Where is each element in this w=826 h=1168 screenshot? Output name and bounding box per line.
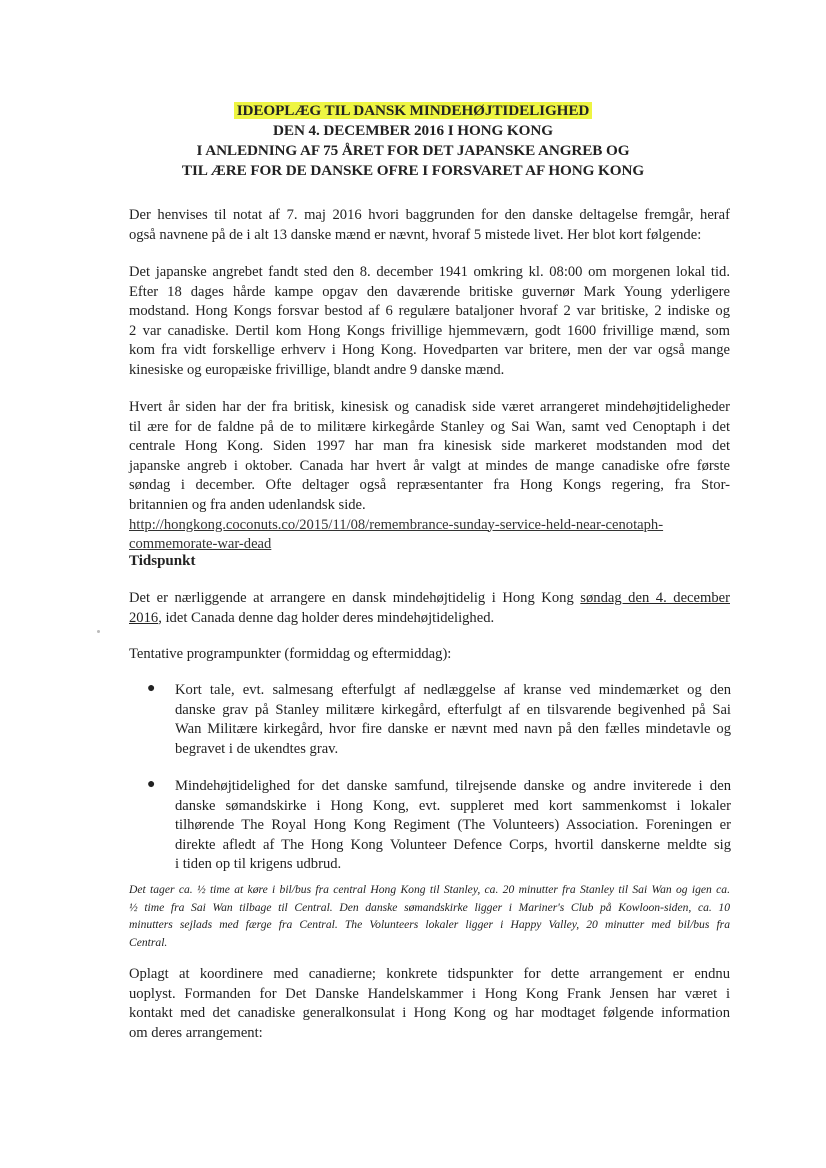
tentative-line: [129, 645, 730, 665]
text-line: danske grav på Stanley militære kirkegård, efterfulgt af en tilsvarende begivenhed på Sai: [175, 701, 731, 718]
text-line: Der henvises til notat af 7. maj 2016 hvori baggrunden for den danske deltagelse fremgår, heraf: [129, 207, 730, 223]
text-line: tilhørende The Royal Hong Kong Regiment (The Volunteers) Association. Foreningen er: [175, 817, 731, 834]
document-title: [100, 101, 726, 181]
title-line-4: TIL ÆRE FOR DE DANSKE OFRE I FORSVARET AF HONG KONG: [181, 162, 645, 179]
margin-mark: [97, 630, 100, 633]
title-line-2: DEN 4. DECEMBER 2016 I HONG KONG: [273, 122, 553, 139]
note-line: Det tager ca. ½ time at køre i bil/bus fra central Hong Kong til Stanley, ca. 20 minutter fra Stanley til Sai Wan og igen ca.: [129, 883, 730, 896]
travel-note: [129, 881, 730, 951]
title-line-3: I ANLEDNING AF 75 ÅRET FOR DET JAPANSKE ANGREB OG: [196, 142, 630, 159]
text-line: direkte afledt af The Hong Kong Volunteer Defence Corps, hvortil danskerne meldte sig: [175, 836, 731, 853]
title-highlight: IDEOPLÆG TIL DANSK MINDEHØJTIDELIGHED: [234, 102, 593, 119]
text-line: Efter 18 dages hårde kampe opgav den daværende britiske guvernør Mark Young yderligere: [129, 283, 730, 300]
text-line: kinesiske og europæiske frivillige, blandt andre 9 danske mænd.: [129, 361, 505, 378]
text-line: søndag i december. Ofte deltager også repræsentanter fra Hong Kongs regering, fra Stor-: [129, 477, 730, 494]
history-paragraph: [129, 263, 730, 381]
text-line: om deres arrangement:: [129, 1024, 263, 1041]
text-line: uoplyst. Formanden for Det Danske Handelskammer i Hong Kong Frank Jensen har været i: [129, 985, 730, 1002]
text-line: britannien og fra anden udenlandsk side.: [129, 496, 366, 513]
intro-paragraph: [129, 206, 730, 245]
title-line-1: [100, 101, 726, 121]
text-line: begravet i de ukendtes grav.: [175, 740, 339, 757]
link-line-1[interactable]: http://hongkong.coconuts.co/2015/11/08/remembrance-sunday-service-held-near-cenotaph-: [129, 516, 664, 533]
reference-link-cont[interactable]: [129, 535, 730, 555]
bullet-text: [175, 777, 731, 875]
link-line-2[interactable]: commemorate-war-dead: [129, 536, 272, 553]
year-underlined: 2016: [129, 609, 159, 626]
timing-text: Det er nærliggende at arrangere en dansk mindehøjtidelig i Hong Kong: [129, 590, 581, 606]
note-line: minutters sejlads med færge fra Central. The Volunteers lokaler ligger i Happy Valley, 20 minutter med bil/bus fra: [129, 918, 730, 931]
text-line: danske sømandskirke i Hong Kong, evt. suppleret med kort sammenkomst i lokaler: [175, 797, 731, 814]
text-line: Kort tale, evt. salmesang efterfulgt af nedlæggelse af kranse ved mindemærket og den: [175, 682, 731, 698]
closing-paragraph: [129, 965, 730, 1043]
date-underlined: søndag den 4. december: [580, 590, 730, 606]
text-line: Oplagt at koordinere med canadierne; konkrete tidspunkter for dette arrangement er endnu: [129, 966, 730, 982]
text-line: japanske angreb i oktober. Canada har hvert år valgt at mindes de mange canadiske ofre første: [129, 457, 730, 474]
timing-paragraph: [129, 589, 730, 628]
note-line: ½ time fra Sai Wan tilbage til Central. Den danske sømandskirke ligger i Mariner's Club på Kowloon-siden, ca. 10: [129, 900, 730, 914]
text-line: 2 var canadiske. Dertil kom Hong Kongs frivillige hjemmeværn, godt 1600 frivillige mænd, som: [129, 322, 730, 339]
annual-paragraph: [129, 398, 730, 555]
text-line: Det japanske angrebet fandt sted den 8. december 1941 omkring kl. 08:00 om morgenen lokal tid.: [129, 264, 730, 280]
reference-link[interactable]: [129, 516, 730, 536]
text-line: Mindehøjtidelighed for det danske samfund, tilrejsende danske og andre inviterede i den: [175, 778, 731, 794]
text-line: Wan Militære kirkegård, hvor fire danske er nævnt med navn på den fælles mindetavle og: [175, 721, 731, 738]
bullet-icon: ●: [147, 777, 156, 792]
text-line: [129, 609, 730, 629]
bullet-text: [175, 681, 731, 759]
text-line: Tentative programpunkter (formiddag og eftermiddag):: [129, 646, 452, 662]
note-line: Central.: [129, 935, 168, 949]
text-line: centrale Hong Kong. Siden 1997 har man fra kinesisk side markeret modstanden mod det: [129, 438, 730, 455]
text-line: modstand. Hong Kongs forsvar bestod af 6 regulære bataljoner hvoraf 2 var britiske, 2 indiske og: [129, 303, 730, 320]
text-line: kontakt med det canadiske generalkonsulat i Hong Kong og har modtaget følgende information: [129, 1005, 730, 1022]
text-line: også navnene på de i alt 13 danske mænd er nævnt, hvoraf 5 mistede livet. Her blot kort følgende:: [129, 226, 702, 243]
section-heading-tidspunkt: Tidspunkt: [129, 553, 196, 569]
text-line: i tiden op til krigens udbrud.: [175, 856, 342, 873]
text-line: kom fra vidt forskellige erhverv i Hong Kong. Hovedparten var britere, men der var også mange: [129, 342, 730, 359]
bullet-icon: ●: [147, 681, 156, 696]
text-line: [129, 589, 730, 609]
text-line: Hvert år siden har der fra britisk, kinesisk og canadisk side været arrangeret mindehøjtideligheder: [129, 399, 730, 415]
timing-text: , idet Canada denne dag holder deres mindehøjtidelighed.: [158, 609, 495, 626]
text-line: til ære for de faldne på de to militære kirkegårde Stanley og Sai Wan, samt ved Cenoptaph i det: [129, 418, 730, 435]
